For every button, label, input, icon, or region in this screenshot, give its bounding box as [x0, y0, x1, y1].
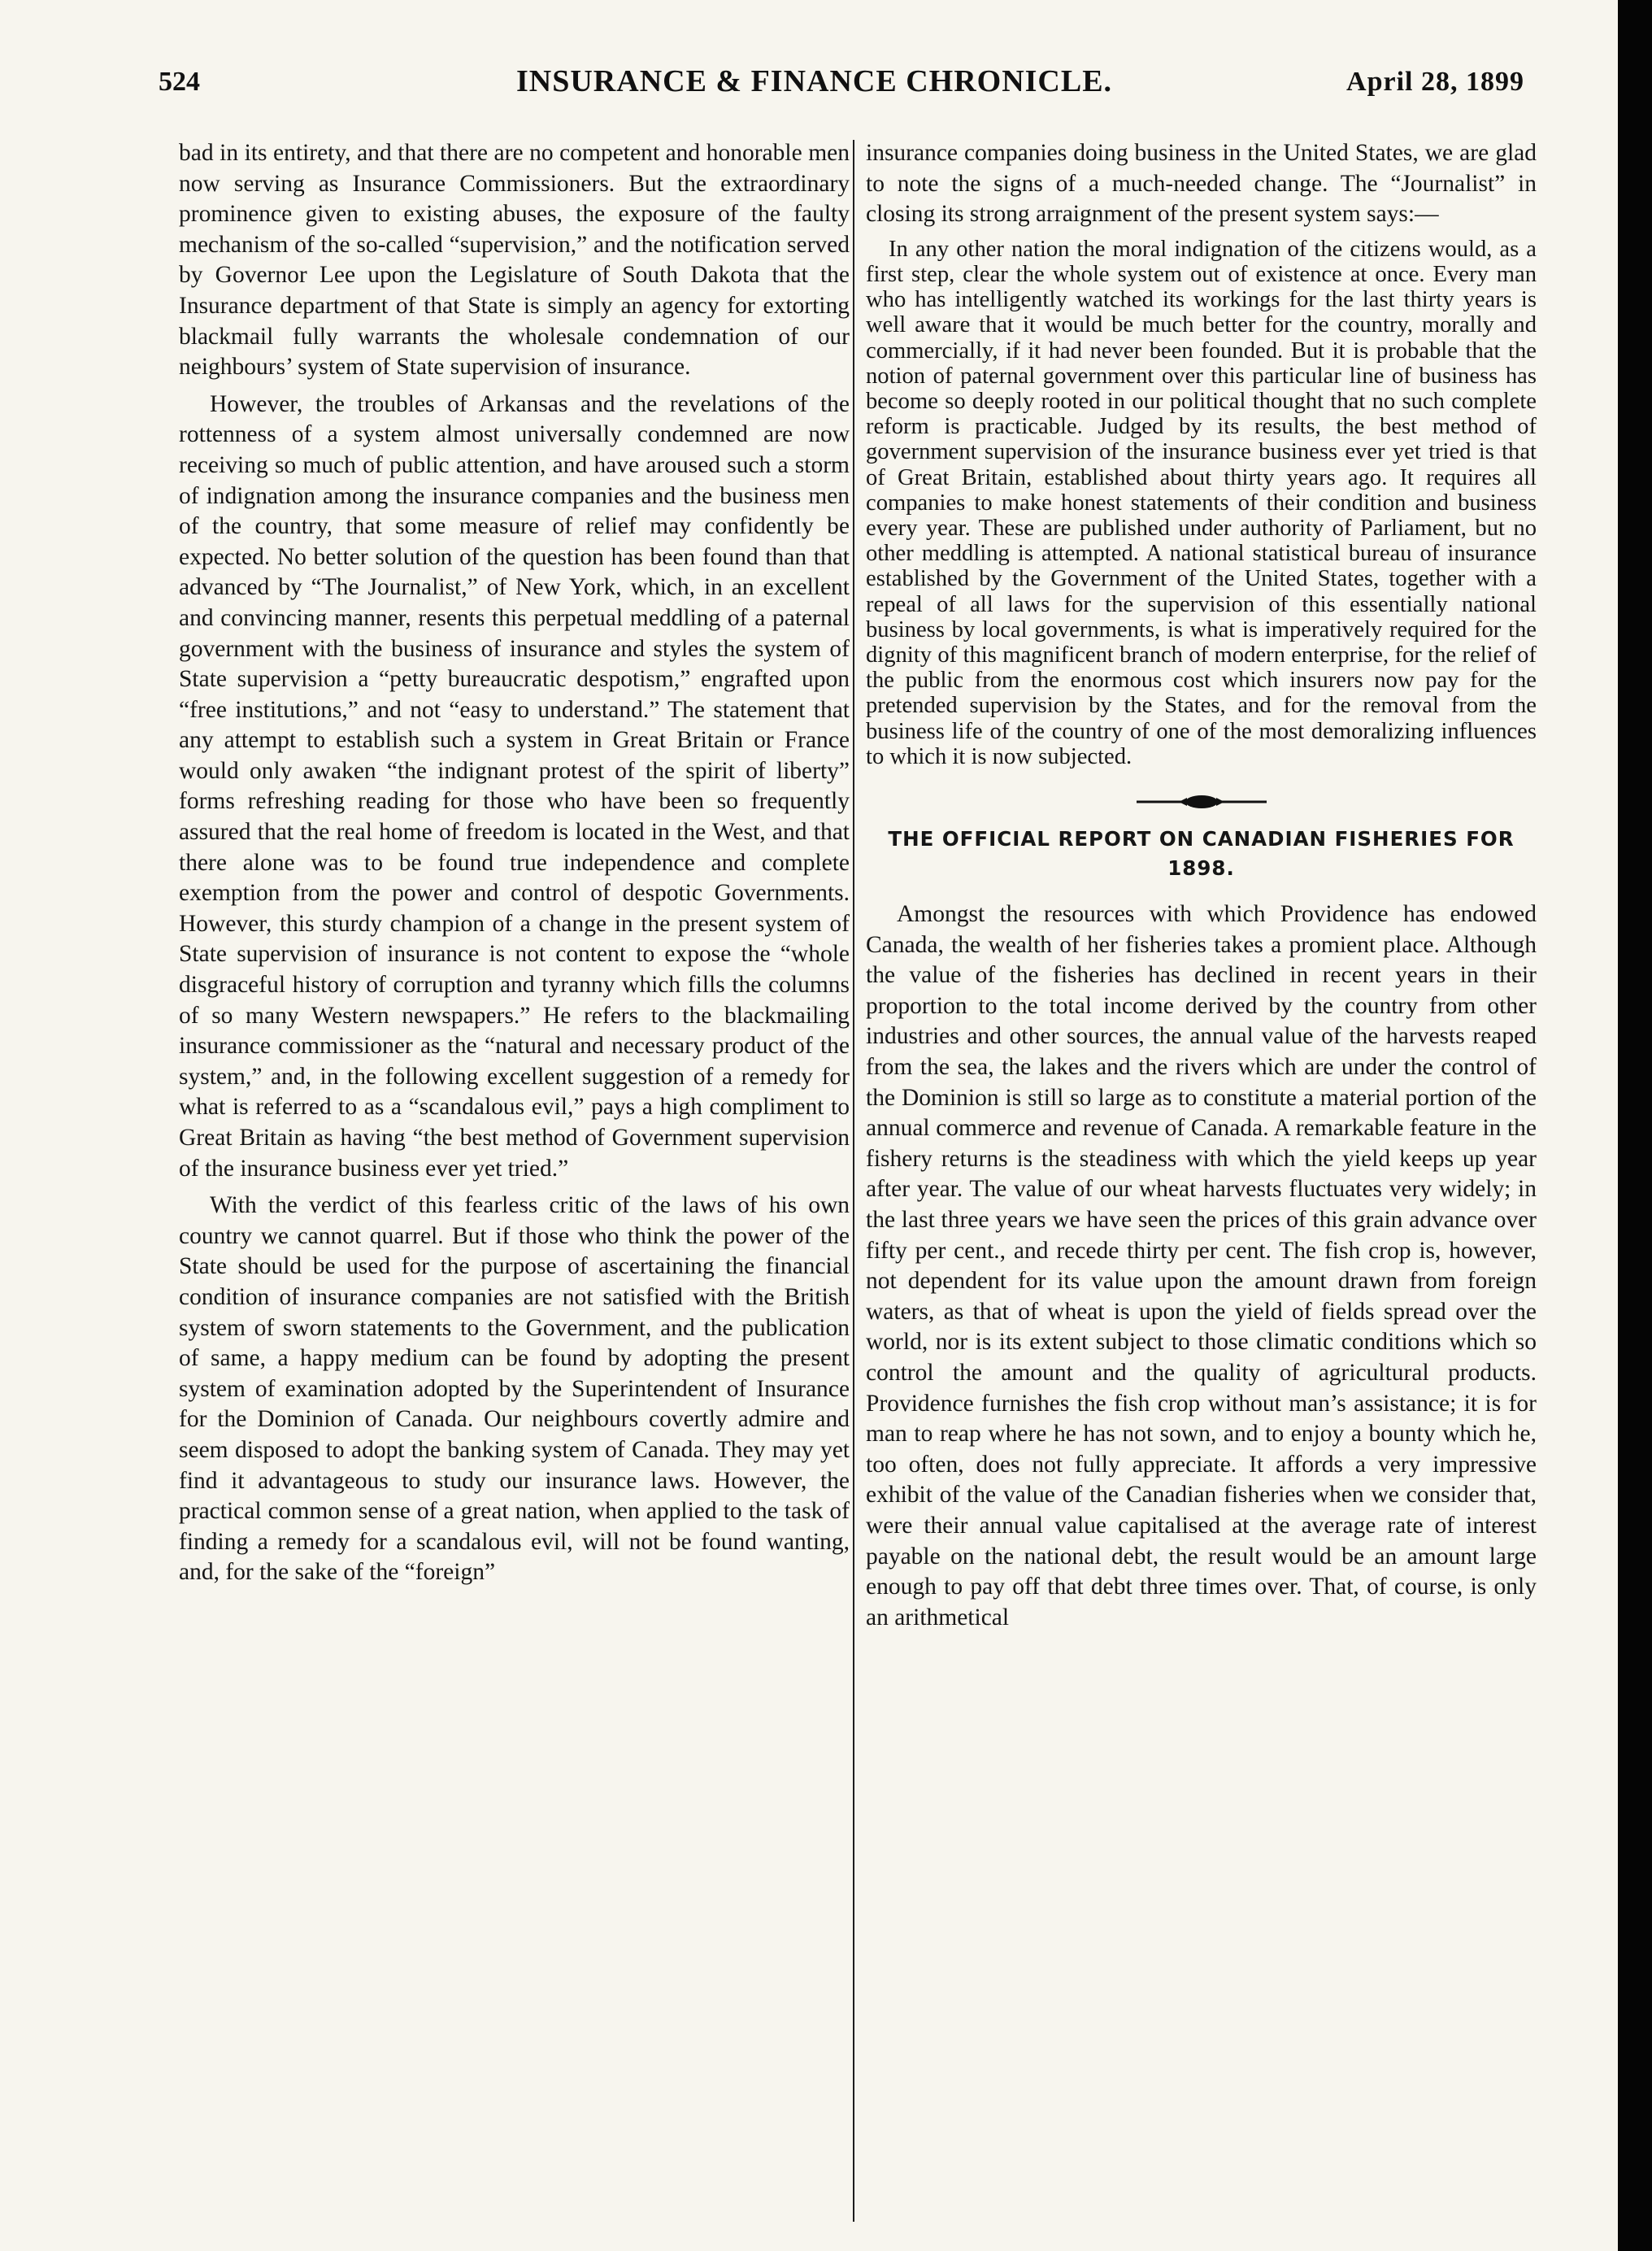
block-quote: In any other nation the moral indignation of the citizens would, as a first step, clear the whole system out of existence at once. Every man who has intelligently watched its workings for the last thirty years is well aware that it would be much better for the country, morally and commercially, if it had never been founded. But it is probable that the notion of paternal government over this particular line of business has become so deeply rooted in our political thought that no such complete reform is practicable. Judged by its results, the best method of government supervision of the insurance business ever yet tried is that of Great Britain, established about thirty years ago. It requires all companies to make honest statements of their condition and business every year. These are published under authority of Parliament, but no other meddling is attempted. A national statistical bureau of insurance established by the Government of the United States, together with a repeal of all laws for the supervision of this essentially national business by local governments, is what is imperatively required for the dignity of this magnificent branch of modern enterprise, for the relief of the public from the enormous cost which insurers now pay for the pretended supervision by the States, and for the removal from the business life of the country of one of the most demoralizing influences to which it is now subjected. — [866, 236, 1537, 769]
article-paragraph: With the verdict of this fearless critic of the laws of his own country we cannot quarrel. But if those who think the power of the State should be used for the purpose of ascertaining the financial condition of insurance companies are not satisfied with the British system of sworn statements to the Government, and the publication of same, a happy medium can be found by adopting the present system of examination adopted by the Superintendent of Insurance for the Dominion of Canada. Our neighbours covertly admire and seem disposed to adopt the banking system of Canada. They may yet find it advantageous to study our insurance laws. However, the practical common sense of a great nation, when applied to the task of finding a remedy for a scandalous evil, will not be found wanting, and, for the sake of the “foreign” — [179, 1192, 850, 1586]
article-paragraph: insurance companies doing business in the United States, we are glad to note the signs of a much-needed change. The “Journalist” in closing its strong arraignment of the present system says:— — [866, 140, 1537, 228]
article-paragraph: However, the troubles of Arkansas and the revelations of the rottenness of a system almost universally condemned are now receiving so much of public attention, and have aroused such a storm of indignation among the insurance companies and the business men of the country, that some measure of relief may confidently be expected. No better solution of the question has been found than that advanced by “The Journalist,” of New York, which, in an excellent and convincing manner, resents this perpetual meddling of a paternal government with the business of insurance and styles the system of State supervision a “petty bureaucratic despotism,” engrafted upon “free institutions,” and not “easy to understand.” The statement that any attempt to establish such a system in Great Britain or France would only awaken “the indignant protest of the spirit of liberty” forms refreshing reading for those who have been so frequently assured that the real home of freedom is located in the West, and that there alone was to be found true independence and complete exemption from the power and control of despotic Governments. However, this sturdy champion of a change in the present system of State supervision of insurance is not content to expose the “whole disgraceful history of corruption and tyranny which fills the columns of so many Western newspapers.” He refers to the blackmailing insurance commissioner as the “natural and necessary product of the system,” and, in the following excellent suggestion of a remedy for what is referred to as a “scandalous evil,” pays a high compliment to Great Britain as having “the best method of Government supervision of the insurance business ever yet tried.” — [179, 390, 850, 1182]
section-heading: THE OFFICIAL REPORT ON CANADIAN FISHERIES FOR 1898. — [888, 827, 1515, 881]
article-paragraph: Amongst the resources with which Providence has endowed Canada, the wealth of her fisheries takes a promient place. Although the value of the fisheries has declined in recent years in their proportion to the total income derived by the country from other industries and other sources, the annual value of the harvests reaped from the sea, the lakes and the rivers which are under the control of the Dominion is still so large as to constitute a material portion of the annual commerce and revenue of Canada. A remarkable feature in the fishery returns is the steadiness with which the yield keeps up year after year. The value of our wheat harvests fluctuates very widely; in the last three years we have seen the prices of this grain advance over fifty per cent., and recede thirty per cent. The fish crop is, however, not dependent for its value upon the amount drawn from foreign waters, as that of wheat is upon the yield of fields spread over the world, nor is its extent subject to those climatic conditions which so control the amount and the quality of agricultural products. Providence furnishes the fish crop without man’s assistance; it is for man to reap where he has not sown, and to enjoy a bounty which he, too often, does not fully appreciate. It affords a very impressive exhibit of the value of the Canadian fisheries when we consider that, were their annual value capitalised at the average rate of interest payable on the national debt, the result would be an amount large enough to pay off that debt three times over. That, of course, is only an arithmetical — [866, 901, 1537, 1631]
right-column — [866, 138, 1537, 1633]
journal-title: INSURANCE & FINANCE CHRONICLE. — [516, 64, 1113, 98]
scan-border — [1618, 0, 1652, 2251]
issue-date: April 28, 1899 — [1346, 67, 1524, 97]
article-paragraph: bad in its entirety, and that there are no competent and honorable men now serving as Insurance Commissioners. But the extraordinary prominence given to existing abuses, the exposure of the faulty mechanism of the so-called “supervision,” and the notification served by Governor Lee upon the Legislature of South Dakota that the Insurance department of that State is simply an agency for extorting blackmail fully warrants the wholesale condemnation of our neighbours’ system of State supervision of insurance. — [179, 140, 850, 381]
column-divider — [853, 140, 854, 2222]
page-number: 524 — [159, 67, 200, 97]
page-header — [159, 57, 1524, 106]
left-column — [179, 138, 850, 1588]
section-ornament — [1128, 790, 1275, 812]
ornament-divider-icon — [1128, 791, 1275, 812]
